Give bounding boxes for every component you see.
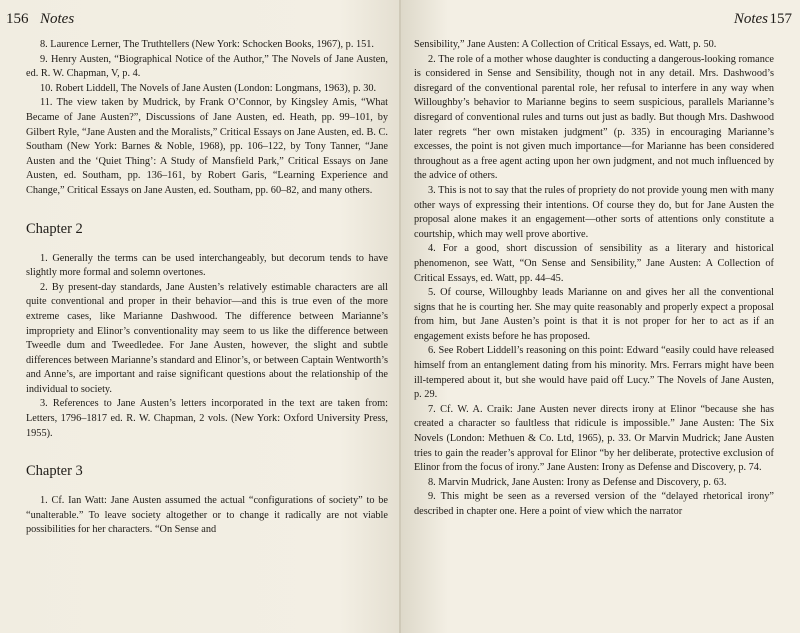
note-11: 11. The view taken by Mudrick, by Frank O’Connor, by Kingsley Amis, “What Became of Jane Austen?”, Discussions of Jane Austen, ed. Heath, pp. 99–101, by Gilbert Ryle, “Jane Austen and the Moralists,” Critical Essays on Jane Austen, ed. B. C. Southam (New York: Barnes & Noble, 1968), pp. 106–122, by Tony Tanner, “Jane Austen and the ‘Quiet Thing’: A Study of Mansfield Park,” Critical Essays on Jane Austen, ed. Southam, pp. 136–161, by Robert Garis, “Learning Experience and Change,” Critical Essays on Jane Austen, ed. Southam, pp. 60–82, and many others.: [26, 97, 388, 196]
note-continuation: Sensibility,” Jane Austen: A Collection of Critical Essays, ed. Watt, p. 50.: [414, 39, 717, 50]
note-9: 9. This might be seen as a reversed version of the “delayed rhetorical irony” described in chapter one. Here a point of view which the narrator: [414, 491, 774, 517]
note-8: 8. Marvin Mudrick, Jane Austen: Irony as Defense and Discovery, p. 63.: [428, 476, 727, 488]
page-number: 157: [769, 11, 792, 27]
note-7: 7. Cf. W. A. Craik: Jane Austen never directs irony at Elinor “because she has created a character so faultless that ridicule is impossible.” Jane Austen: The Six Novels (London: Methuen & Co. Ltd, 1965), p. 33. Or Marvin Mudrick; Jane Austen tries to gain the reader’s approval for Elinor “by her deliberate, protective exclusion of Elinor from the focus of irony.” Jane Austen: Irony as Defense and Discovery, p. 74.: [414, 403, 774, 474]
ch3-note-1: 1. Cf. Ian Watt: Jane Austen assumed the actual “configurations of society” to be “unalterable.” To leave society altogether or to change it radically are not viable possibilities for her characters. “On Sense and: [26, 495, 388, 536]
book-gutter: [399, 0, 401, 633]
note-4: 4. For a good, short discussion of sensibility as a literary and historical phenomenon, see Watt, “On Sense and Sensibility,” Jane Austen: A Collection of Critical Essays, ed. Watt, pp. 44–45.: [414, 243, 774, 284]
right-running-head: [414, 8, 792, 30]
note-9: 9. Henry Austen, “Biographical Notice of the Author,” The Novels of Jane Austen, ed. R. W. Chapman, V, p. 4.: [26, 53, 388, 80]
right-page: [400, 0, 800, 633]
note-2: 2. The role of a mother whose daughter is conducting a dangerous-looking romance is considered in Sense and Sensibility, though not in any detail. Mrs. Dashwood’s disregard of the conventional parental role, her refusal to interfere in any way when Willoughby’s behavior to Marianne begins to seem suspicious, parallels Marianne’s disregard of conventional rules and turns out just as badly. But though Mrs. Dashwood later regrets “her own mistaken judgment” (p. 335) in encouraging Marianne’s excesses, the point is not given much importance—for Marianne has been considered throughout as a free agent acting upon her own judgment, and not much influenced by the advice of others.: [414, 53, 774, 182]
chapter-3-heading: Chapter 3: [26, 463, 83, 480]
ch2-note-1: 1. Generally the terms can be used interchangeably, but decorum tends to have slightly more formal and solemn overtones.: [26, 252, 388, 279]
running-title: Notes: [733, 11, 768, 27]
note-10: 10. Robert Liddell, The Novels of Jane Austen (London: Longmans, 1963), p. 30.: [40, 82, 377, 94]
note-3: 3. This is not to say that the rules of propriety do not provide young men with many other ways of expressing their intentions. Of course they do, but for Jane Austen the proposal alone makes it an engagement—other sorts of attentions only constitute a courtship, which may well prove abortive.: [414, 184, 774, 240]
ch2-note-3: 3. References to Jane Austen’s letters incorporated in the text are taken from: Letters, 1796–1817 ed. R. W. Chapman, 2 vols. (New York: Oxford University Press, 1955).: [26, 398, 388, 439]
ch2-note-2: 2. By present-day standards, Jane Austen’s relatively estimable characters are all quite conventional and proper in their behavior—and this is true even of the more extreme cases, like Marianne Dashwood. The difference between Marianne’s impropriety and Elinor’s conventionality may seem to us like the difference between Tweedle dum and Tweedledee. For Jane Austen, however, the slight and subtle differences between Marianne’s standard and Elinor’s, or between Captain Wentworth’s and Anne’s, are important and raise significant questions about the relationship of the individual to society.: [26, 281, 388, 395]
chapter-2-heading: Chapter 2: [26, 220, 83, 237]
left-running-head: [6, 8, 388, 30]
note-5: 5. Of course, Willoughby leads Marianne on and gives her all the conventional signs that he is courting her. She may quite reasonably and properly expect a proposal from him, but Jane Austen’s point is that it is not proper for her to act as if an engagement exists before he has proposed.: [414, 287, 774, 342]
note-6: 6. See Robert Liddell’s reasoning on this point: Edward “easily could have released himself from an entanglement dating from his minority. Mrs. Ferrars might have been ill-tempered about it, but she would have paid off Lucy.” The Novels of Jane Austen, p. 29.: [414, 345, 774, 401]
page-number: 156: [6, 11, 29, 27]
running-title: Notes: [40, 11, 75, 27]
note-8: 8. Laurence Lerner, The Truthtellers (New York: Schocken Books, 1967), p. 151.: [40, 39, 374, 50]
